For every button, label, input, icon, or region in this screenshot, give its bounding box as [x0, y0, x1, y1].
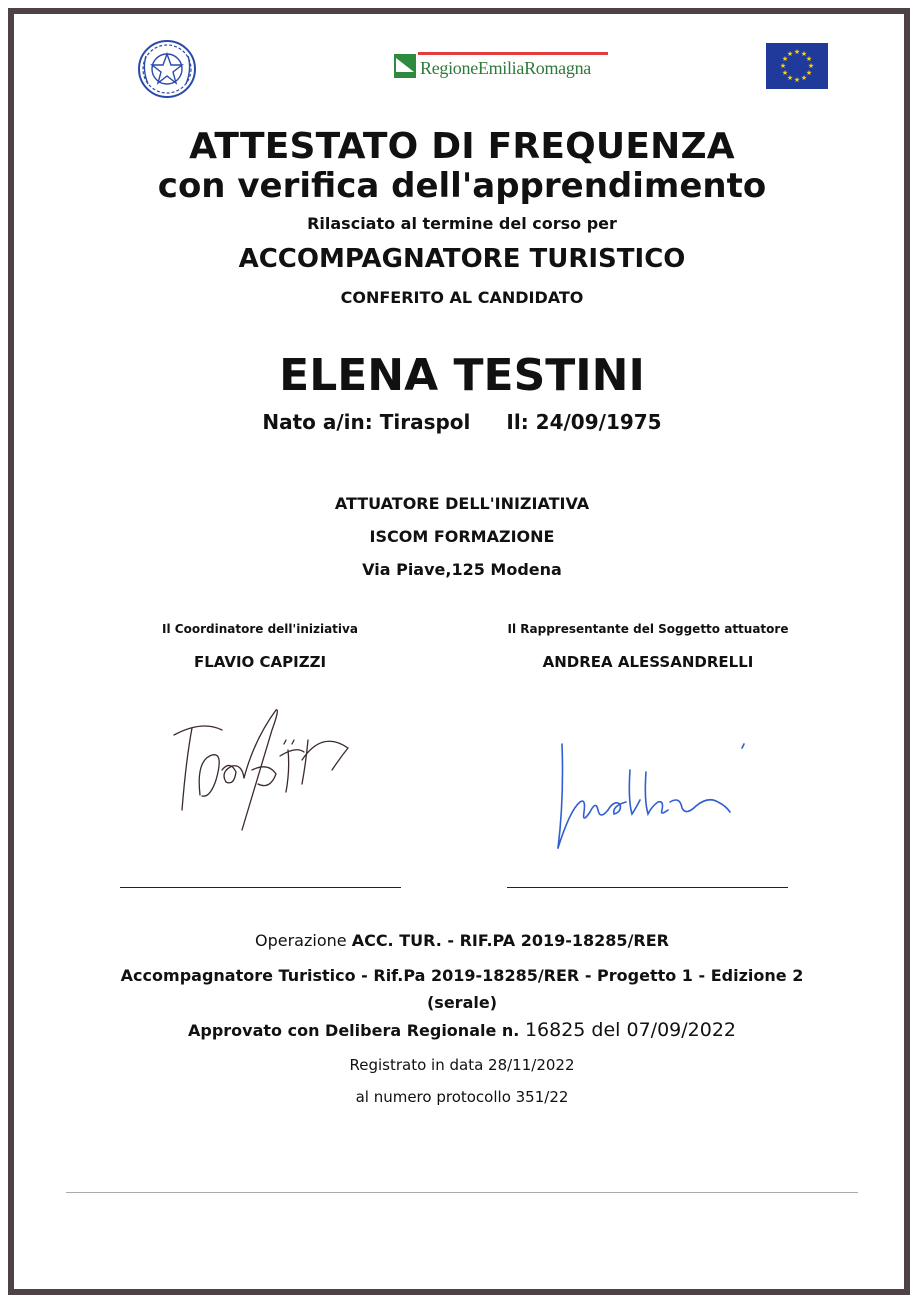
birth-place: Nato a/in: Tiraspol	[262, 410, 471, 434]
approval-number: 16825 del 07/09/2022	[524, 1019, 736, 1041]
svg-text:★: ★	[781, 69, 789, 77]
svg-text:★: ★	[779, 62, 787, 70]
svg-text:★: ★	[805, 69, 813, 77]
eu-flag-icon	[766, 43, 828, 89]
representative-signature-line	[507, 887, 788, 888]
operation-line	[0, 931, 924, 950]
svg-text:★: ★	[786, 74, 794, 82]
approval-label: Approvato con Delibera Regionale n.	[187, 1021, 525, 1040]
conferred-to-text: CONFERITO AL CANDIDATO	[340, 288, 584, 307]
coordinator-name: FLAVIO CAPIZZI	[193, 653, 327, 671]
implementer-heading: ATTUATORE DELL'INIZIATIVA	[334, 494, 590, 513]
operation-description: Accompagnatore Turistico - Rif.Pa 2019-18285/RER - Progetto 1 - Edizione 2 (serale)	[120, 966, 804, 1012]
representative-role: Il Rappresentante del Soggetto attuatore	[507, 622, 789, 636]
course-name: ACCOMPAGNATORE TURISTICO	[238, 244, 686, 274]
svg-text:★: ★	[793, 48, 801, 56]
birth-date: Il: 24/09/1975	[506, 410, 662, 434]
operation-code: ACC. TUR. - RIF.PA 2019-18285/RER	[351, 931, 669, 950]
svg-text:★: ★	[800, 74, 808, 82]
svg-text:★: ★	[805, 55, 813, 63]
coordinator-signature-line	[120, 887, 401, 888]
issued-for-text: Rilasciato al termine del corso per	[307, 214, 617, 233]
birth-info	[0, 410, 924, 434]
operation-label: Operazione	[255, 931, 352, 950]
region-logo-text: RegioneEmiliaRomagna	[420, 58, 591, 78]
implementer-address: Via Piave,125 Modena	[362, 560, 562, 579]
region-logo	[392, 50, 608, 84]
footer-divider	[66, 1192, 858, 1193]
certificate-title: ATTESTATO DI FREQUENZA	[189, 126, 735, 167]
approval-line	[0, 1019, 924, 1041]
svg-text:★: ★	[800, 50, 808, 58]
protocol-number: al numero protocollo 351/22	[355, 1088, 569, 1106]
candidate-name: ELENA TESTINI	[279, 350, 645, 401]
svg-text:★: ★	[793, 76, 801, 84]
coordinator-role: Il Coordinatore dell'iniziativa	[162, 622, 358, 636]
representative-name: ANDREA ALESSANDRELLI	[542, 653, 754, 671]
representative-signature	[550, 740, 750, 852]
italian-republic-emblem-icon	[134, 34, 200, 104]
coordinator-signature	[172, 700, 362, 840]
svg-text:★: ★	[807, 62, 815, 70]
certificate-subtitle: con verifica dell'apprendimento	[157, 166, 767, 206]
registration-date: Registrato in data 28/11/2022	[349, 1056, 575, 1074]
svg-text:★: ★	[786, 50, 794, 58]
svg-text:★: ★	[781, 55, 789, 63]
implementer-name: ISCOM FORMAZIONE	[369, 527, 555, 546]
